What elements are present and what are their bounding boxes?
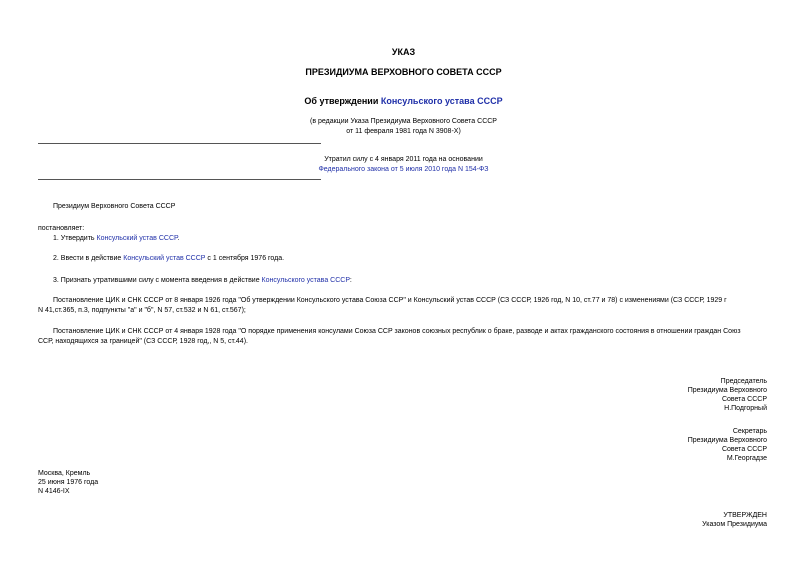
item-3: [53, 276, 352, 285]
date: 25 июня 1976 года: [38, 479, 99, 486]
chairman-name: Н.Подгорный: [724, 405, 767, 412]
chairman-body: Президиума Верховного: [687, 387, 767, 394]
item-2: [53, 254, 284, 263]
intro-text: Президиум Верховного Совета СССР: [53, 203, 176, 210]
signature-chairman: [688, 377, 767, 413]
divider-top: [38, 143, 321, 144]
item-1-text: 1. Утвердить: [53, 235, 97, 242]
place: Москва, Кремль: [38, 470, 91, 477]
item-2-link[interactable]: Консульский устав СССР: [123, 255, 206, 262]
item-1-suffix: .: [177, 235, 180, 242]
repealed-act-2-line1: Постановление ЦИК и СНК СССР от 4 января 1928 года "О порядке применения консулами Союза ССР законов союзных республик о браке, разводе и актах гражданского состояния в отношении граждан Союз: [53, 328, 741, 335]
approved-block: [702, 511, 767, 529]
edition-note-line2: от 11 февраля 1981 года N 3908-X): [346, 128, 461, 135]
item-3-suffix: :: [349, 277, 352, 284]
chairman-title: Председатель: [720, 378, 767, 385]
edition-note-line1: (в редакции Указа Президиума Верховного Совета СССР: [310, 118, 497, 125]
place-date-block: [38, 469, 98, 496]
item-2-text: 2. Ввести в действие: [53, 255, 124, 262]
decree-number: N 4146-IX: [38, 488, 70, 495]
title-prefix: Об утверждении: [304, 96, 381, 106]
title-link[interactable]: Консульского устава СССР: [380, 96, 503, 106]
document-title: [0, 96, 807, 106]
item-1: [53, 234, 179, 243]
repealed-act-2-line2: ССР, находящихся за границей" (СЗ СССР, 1928 год,, N 5, ст.44).: [38, 338, 248, 345]
doc-type-heading: УКАЗ: [391, 47, 416, 57]
secretary-title: Секретарь: [732, 428, 767, 435]
approved-by: Указом Президиума: [702, 521, 767, 528]
chairman-council: Совета СССР: [721, 396, 767, 403]
signature-secretary: [688, 427, 767, 463]
item-2-suffix: с 1 сентября 1976 года.: [205, 255, 285, 262]
repealed-act-1-line2: N 41,ст.365, п.3, подпункты "а" и "б", N 57, ст.532 и N 61, ст.567);: [38, 307, 246, 314]
repeal-law-link[interactable]: Федерального закона от 5 июля 2010 года N 154-ФЗ: [318, 166, 489, 173]
item-3-text: 3. Признать утратившими силу с момента введения в действие: [53, 277, 262, 284]
approved-word: УТВЕРЖДЕН: [723, 512, 767, 519]
item-1-link[interactable]: Консульский устав СССР: [96, 235, 178, 242]
item-3-link[interactable]: Консульского устава СССР: [261, 277, 350, 284]
secretary-body: Президиума Верховного: [687, 437, 767, 444]
secretary-council: Совета СССР: [721, 446, 767, 453]
decree-word: постановляет:: [38, 225, 85, 232]
repeal-note: Утратил силу с 4 января 2011 года на основании: [324, 156, 483, 163]
secretary-name: М.Георгадзе: [726, 455, 767, 462]
divider-bottom: [38, 179, 321, 180]
issuer-heading: ПРЕЗИДИУМА ВЕРХОВНОГО СОВЕТА СССР: [305, 67, 502, 77]
repealed-act-1-line1: Постановление ЦИК и СНК СССР от 8 января 1926 года "Об утверждении Консульского устава Союза ССР" и Консульский устав СССР (СЗ СССР, 1926 год, N 10, ст.77 и 78) с изменениями (СЗ СССР, 1929 г: [53, 297, 727, 304]
